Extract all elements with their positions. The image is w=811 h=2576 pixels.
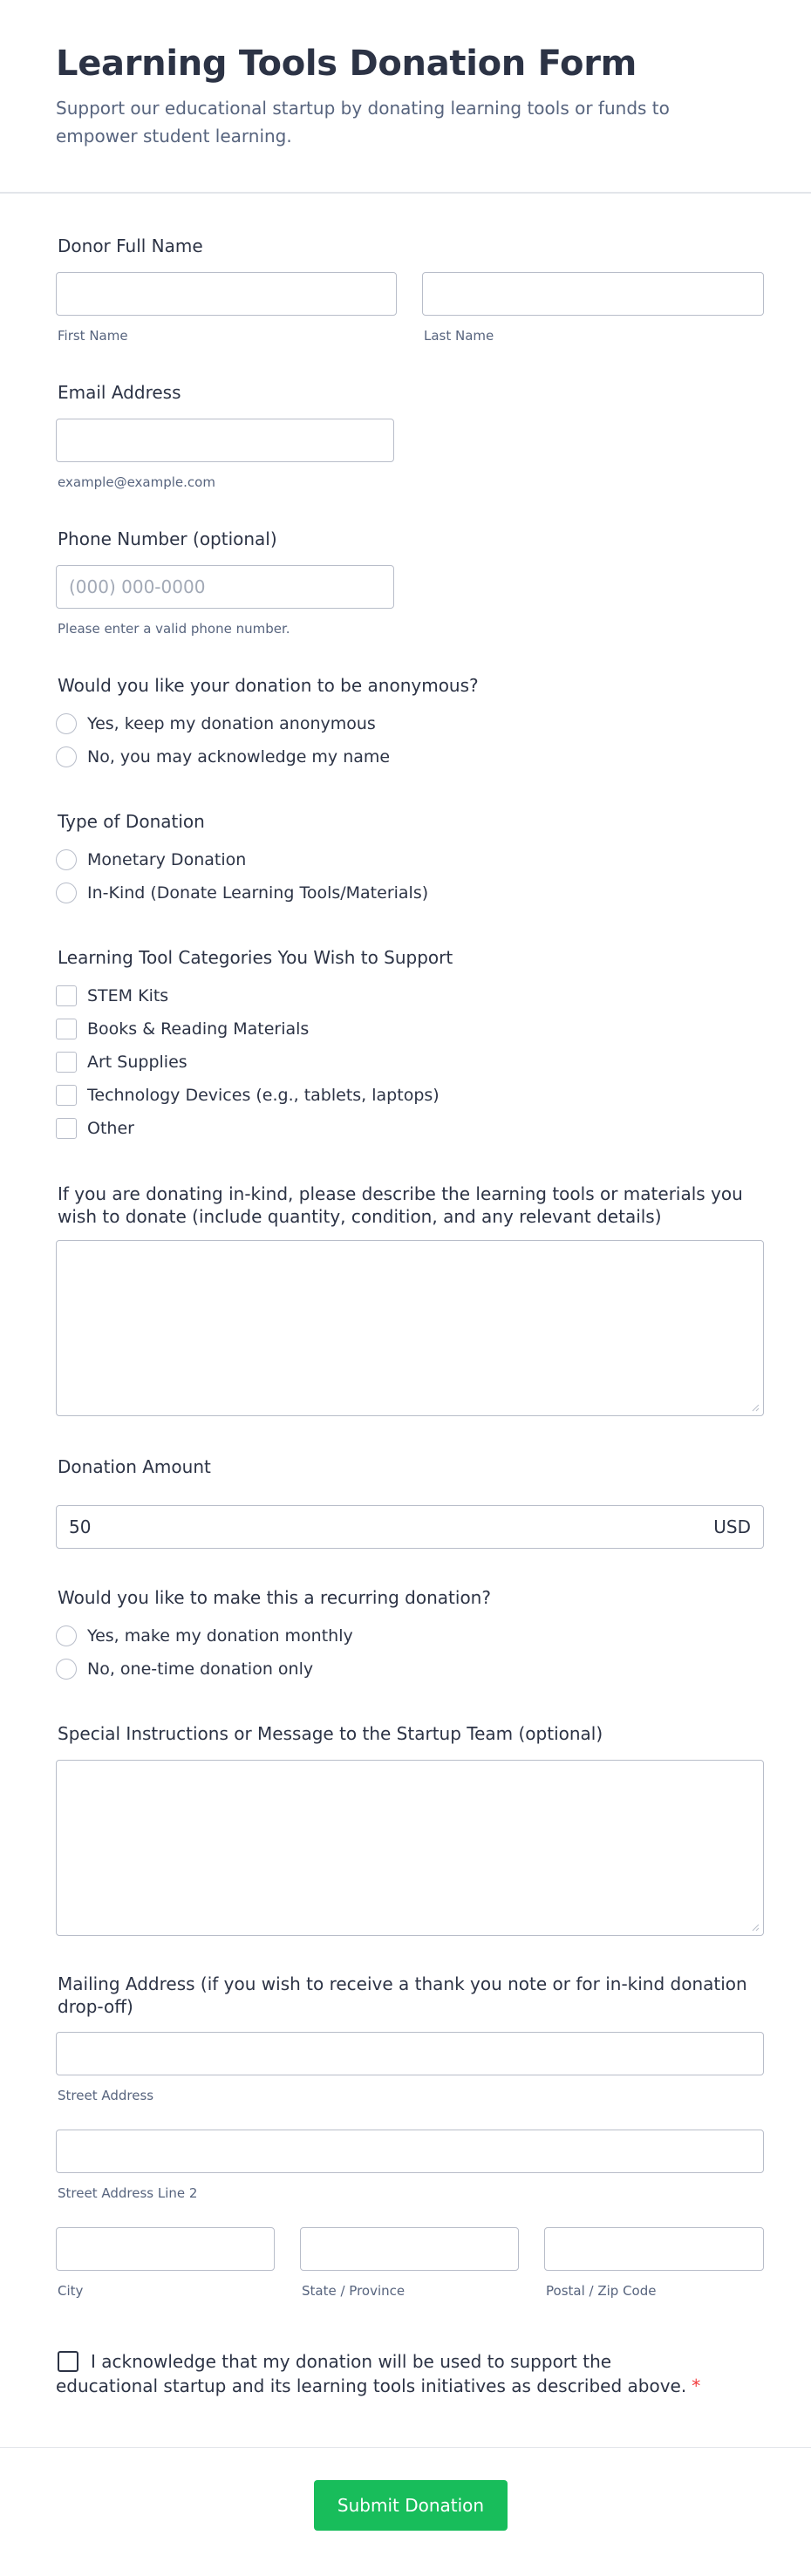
- phone-label: Phone Number (optional): [58, 528, 277, 549]
- form-header: [0, 0, 811, 194]
- state-sublabel: State / Province: [302, 2283, 406, 2299]
- option-label: In-Kind (Donate Learning Tools/Materials): [87, 883, 429, 903]
- option-label: Other: [87, 1119, 134, 1138]
- zip-sublabel: Postal / Zip Code: [546, 2283, 657, 2299]
- street-address-input[interactable]: [56, 2032, 764, 2075]
- instructions-label: Special Instructions or Message to the Startup Team (optional): [58, 1723, 603, 1744]
- email-input[interactable]: [56, 419, 394, 462]
- acknowledge-text: I acknowledge that my donation will be used to support the educational startup and its learning tools initiatives as described above.: [56, 2351, 687, 2396]
- email-label: Email Address: [58, 382, 181, 403]
- radio-button[interactable]: [56, 713, 77, 734]
- checkbox[interactable]: [56, 985, 77, 1006]
- anonymous-label: Would you like your donation to be anonymous?: [58, 675, 479, 696]
- phone-placeholder: (000) 000-0000: [69, 576, 206, 597]
- form-title: Learning Tools Donation Form: [56, 44, 637, 84]
- option-label: No, one-time donation only: [87, 1659, 314, 1679]
- last-name-sublabel: Last Name: [424, 328, 494, 344]
- amount-currency: USD: [713, 1516, 751, 1537]
- category-option-art[interactable]: [56, 1050, 187, 1074]
- inkind-description-textarea[interactable]: [56, 1240, 764, 1416]
- street-address-2-input[interactable]: [56, 2130, 764, 2173]
- acknowledge-label: [56, 2349, 719, 2398]
- required-mark: *: [692, 2375, 701, 2396]
- amount-input[interactable]: [56, 1505, 764, 1549]
- resize-grip-icon[interactable]: [751, 1403, 760, 1412]
- option-label: Books & Reading Materials: [87, 1019, 310, 1039]
- option-label: STEM Kits: [87, 986, 169, 1005]
- category-option-stem[interactable]: [56, 984, 168, 1008]
- anonymous-option-no[interactable]: [56, 745, 390, 769]
- street-address-2-sublabel: Street Address Line 2: [58, 2185, 198, 2201]
- category-option-books[interactable]: [56, 1017, 309, 1041]
- anonymous-option-yes[interactable]: [56, 712, 376, 736]
- recurring-option-monthly[interactable]: [56, 1624, 353, 1648]
- checkbox[interactable]: [56, 1118, 77, 1139]
- recurring-label: Would you like to make this a recurring donation?: [58, 1587, 491, 1608]
- inkind-description-label: If you are donating in-kind, please describe the learning tools or materials you wish to donate (include quantity, condition, and any relevant details): [58, 1183, 743, 1227]
- category-option-technology[interactable]: [56, 1083, 440, 1107]
- zip-input[interactable]: [544, 2227, 764, 2271]
- address-label: Mailing Address (if you wish to receive a thank you note or for in-kind donation drop-off): [58, 1973, 747, 2017]
- categories-label: Learning Tool Categories You Wish to Support: [58, 947, 453, 968]
- recurring-option-once[interactable]: [56, 1657, 313, 1681]
- city-input[interactable]: [56, 2227, 275, 2271]
- state-input[interactable]: [300, 2227, 519, 2271]
- radio-button[interactable]: [56, 883, 77, 903]
- donor-name-label: Donor Full Name: [58, 235, 203, 256]
- donation-type-option-monetary[interactable]: [56, 848, 246, 872]
- first-name-sublabel: First Name: [58, 328, 128, 344]
- submit-button[interactable]: Submit Donation: [314, 2480, 508, 2531]
- amount-value: 50: [69, 1516, 92, 1537]
- donation-type-option-inkind[interactable]: [56, 881, 428, 905]
- amount-label: Donation Amount: [58, 1456, 211, 1477]
- email-sublabel: example@example.com: [58, 474, 215, 490]
- radio-button[interactable]: [56, 1659, 77, 1680]
- checkbox[interactable]: [56, 1085, 77, 1106]
- option-label: Monetary Donation: [87, 850, 247, 869]
- option-label: Art Supplies: [87, 1053, 187, 1072]
- checkbox[interactable]: [56, 1052, 77, 1073]
- form-subtitle: Support our educational startup by donating learning tools or funds to empower student learning.: [56, 98, 670, 147]
- phone-input[interactable]: [56, 565, 394, 609]
- option-label: No, you may acknowledge my name: [87, 747, 391, 767]
- checkbox[interactable]: [56, 1019, 77, 1039]
- option-label: Yes, make my donation monthly: [87, 1626, 353, 1646]
- radio-button[interactable]: [56, 849, 77, 870]
- instructions-textarea[interactable]: [56, 1760, 764, 1936]
- donation-type-label: Type of Donation: [58, 811, 205, 832]
- last-name-input[interactable]: [422, 272, 764, 316]
- resize-grip-icon[interactable]: [751, 1923, 760, 1932]
- option-label: Technology Devices (e.g., tablets, laptops): [87, 1086, 440, 1105]
- category-option-other[interactable]: [56, 1116, 134, 1141]
- first-name-input[interactable]: [56, 272, 397, 316]
- option-label: Yes, keep my donation anonymous: [87, 714, 376, 733]
- radio-button[interactable]: [56, 746, 77, 767]
- radio-button[interactable]: [56, 1625, 77, 1646]
- phone-sublabel: Please enter a valid phone number.: [58, 621, 290, 637]
- footer-divider: [0, 2447, 811, 2448]
- city-sublabel: City: [58, 2283, 84, 2299]
- street-address-sublabel: Street Address: [58, 2088, 154, 2103]
